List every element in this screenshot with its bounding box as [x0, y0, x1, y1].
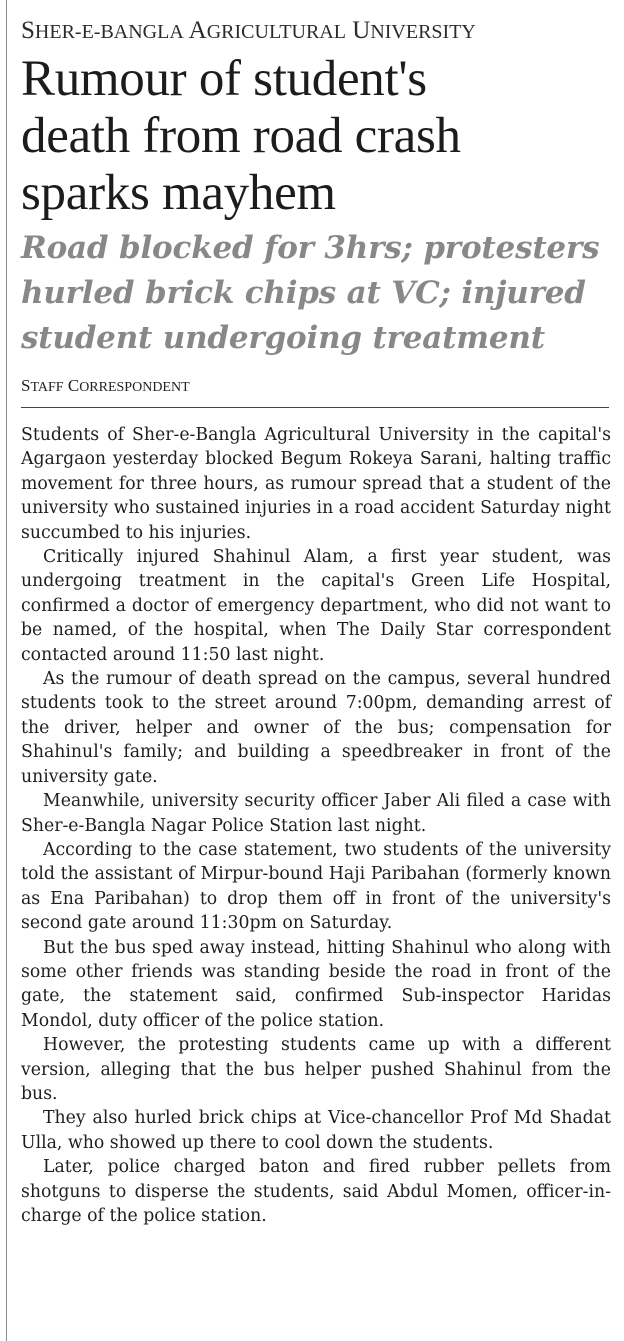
news-article [21, 0, 611, 1228]
subheadline-line: student undergoing treatment [21, 320, 545, 356]
body-paragraph: Critically injured Shahinul Alam, a first year student, was undergoing treatment in the capital's Green Life Hospital, confirmed a doctor of emergency department, who did not want to be named, of the hospital, when The Daily Star correspondent contacted around 11:50 last night. [21, 547, 611, 665]
body-paragraph: Later, police charged baton and fired rubber pellets from shotguns to disperse the students, said Abdul Momen, officer-in-charge of the police station. [21, 1157, 611, 1226]
subheadline-line: hurled brick chips at VC; injured [21, 275, 586, 311]
body-paragraph: But the bus sped away instead, hitting Shahinul who along with some other friends was standing beside the road in front of the gate, the statement said, confirmed Sub-inspector Haridas Mondol, duty officer of the police station. [21, 937, 611, 1031]
body-paragraph: However, the protesting students came up with a different version, alleging that the bus helper pushed Shahinul from the bus. [21, 1035, 611, 1104]
headline-line: Rumour of student's [21, 51, 427, 107]
byline: STAFF CORRESPONDENT [21, 376, 190, 395]
body-paragraph: Meanwhile, university security officer Jaber Ali filed a case with Sher-e-Bangla Nagar Police Station last night. [21, 791, 611, 836]
body-paragraph: As the rumour of death spread on the campus, several hundred students took to the street around 7:00pm, demanding arrest of the driver, helper and owner of the bus; compensation for Shahinul's family; and building a speedbreaker in front of the university gate. [21, 669, 611, 787]
subheadline [21, 226, 611, 361]
article-body [21, 423, 611, 1228]
divider [21, 407, 609, 408]
body-paragraph: They also hurled brick chips at Vice-chancellor Prof Md Shadat Ulla, who showed up there to cool down the students. [21, 1108, 611, 1153]
subheadline-line: Road blocked for 3hrs; protesters [21, 230, 600, 266]
headline-line: sparks mayhem [21, 165, 336, 221]
headline-line: death from road crash [21, 108, 461, 164]
headline [21, 51, 611, 222]
kicker: SHER-E-BANGLA AGRICULTURAL UNIVERSITY [21, 17, 476, 44]
body-paragraph: According to the case statement, two students of the university told the assistant of Mirpur-bound Haji Paribahan (formerly known as Ena Paribahan) to drop them off in front of the university's second gate around 11:30pm on Saturday. [21, 839, 611, 934]
column-rule [6, 0, 7, 1341]
body-paragraph: Students of Sher-e-Bangla Agricultural University in the capital's Agargaon yesterday blocked Begum Rokeya Sarani, halting traffic movement for three hours, as rumour spread that a student of the university who sustained injuries in a road accident Saturday night succumbed to his injuries. [21, 425, 611, 543]
